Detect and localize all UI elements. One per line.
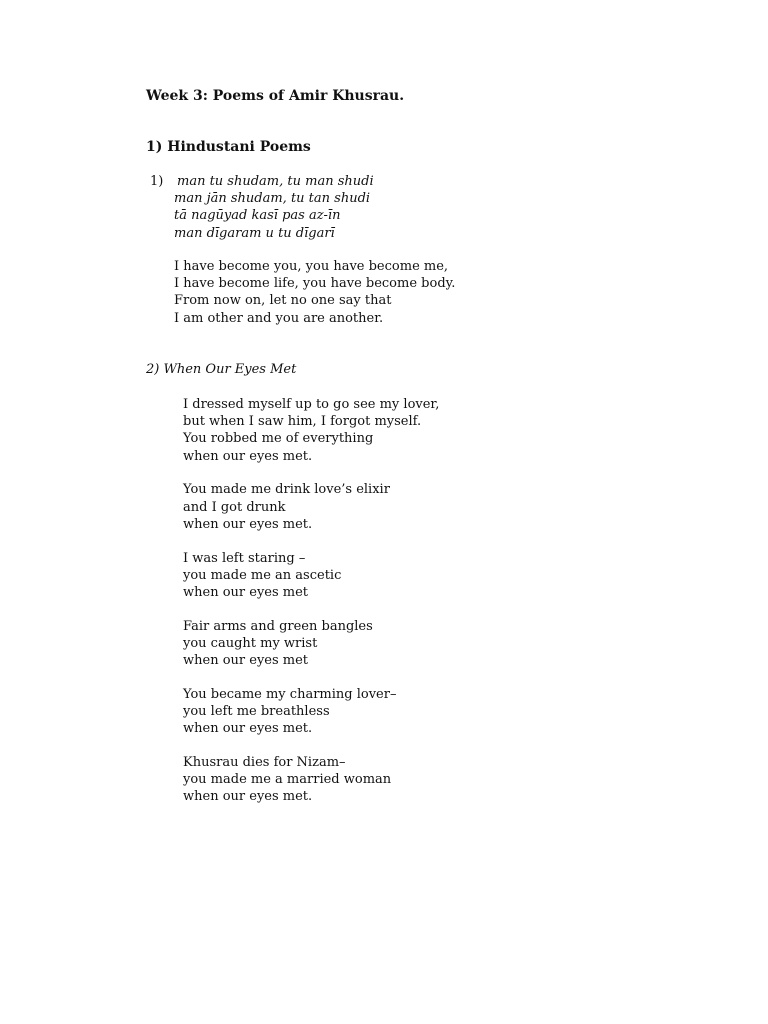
translation-stanza [174,258,455,327]
poem-when-our-eyes-met [183,396,439,822]
poem-line: You made me drink love’s elixir [183,482,390,498]
poem-line: when our eyes met. [183,721,313,737]
poem-line: when our eyes met. [183,516,313,532]
poem-line: when our eyes met. [183,448,313,464]
poem-line: and I got drunk [183,499,286,515]
poem-stanza [183,396,439,465]
translation-line: I have become you, you have become me, [174,259,449,274]
poem-stanza [183,754,439,806]
poem-line: but when I saw him, I forgot myself. [183,414,422,430]
poem-stanza [183,481,439,533]
poem-line: You robbed me of everything [183,431,374,447]
translation-line: From now on, let no one say that [174,293,392,309]
transliteration-stanza [174,173,374,242]
page-title: Week 3: Poems of Amir Khusrau. [146,88,405,104]
translation-line: I have become life, you have become body. [174,276,456,292]
transliteration-line: man jān shudam, tu tan shudi [174,191,371,207]
poem-line: when our eyes met [183,653,309,669]
section-heading-when-our-eyes-met: 2) When Our Eyes Met [146,362,297,377]
transliteration-line: man tu shudam, tu man shudi [177,174,374,189]
poem-line: I was left staring – [183,550,306,566]
poem-stanza [183,686,439,738]
transliteration-line: tā nagūyad kasī pas az-īn [174,208,341,224]
transliteration-line: man dīgaram u tu dīgarī [174,225,335,241]
poem-stanza [183,618,439,670]
poem-stanza [183,550,439,602]
poem-line: you made me an ascetic [183,567,342,583]
poem-line: Khusrau dies for Nizam– [183,754,346,770]
poem-line: you caught my wrist [183,635,318,651]
poem-number: 1) [150,174,164,189]
poem-line: you left me breathless [183,704,330,719]
poem-line: you made me a married woman [183,772,392,788]
section-heading-hindustani-poems: 1) Hindustani Poems [146,139,311,155]
poem-line: when our eyes met [183,584,309,600]
translation-line: I am other and you are another. [174,310,384,326]
poem-line: when our eyes met. [183,789,313,805]
poem-line: Fair arms and green bangles [183,618,373,634]
poem-line: I dressed myself up to go see my lover, [183,397,440,412]
poem-line: You became my charming lover– [183,686,397,702]
